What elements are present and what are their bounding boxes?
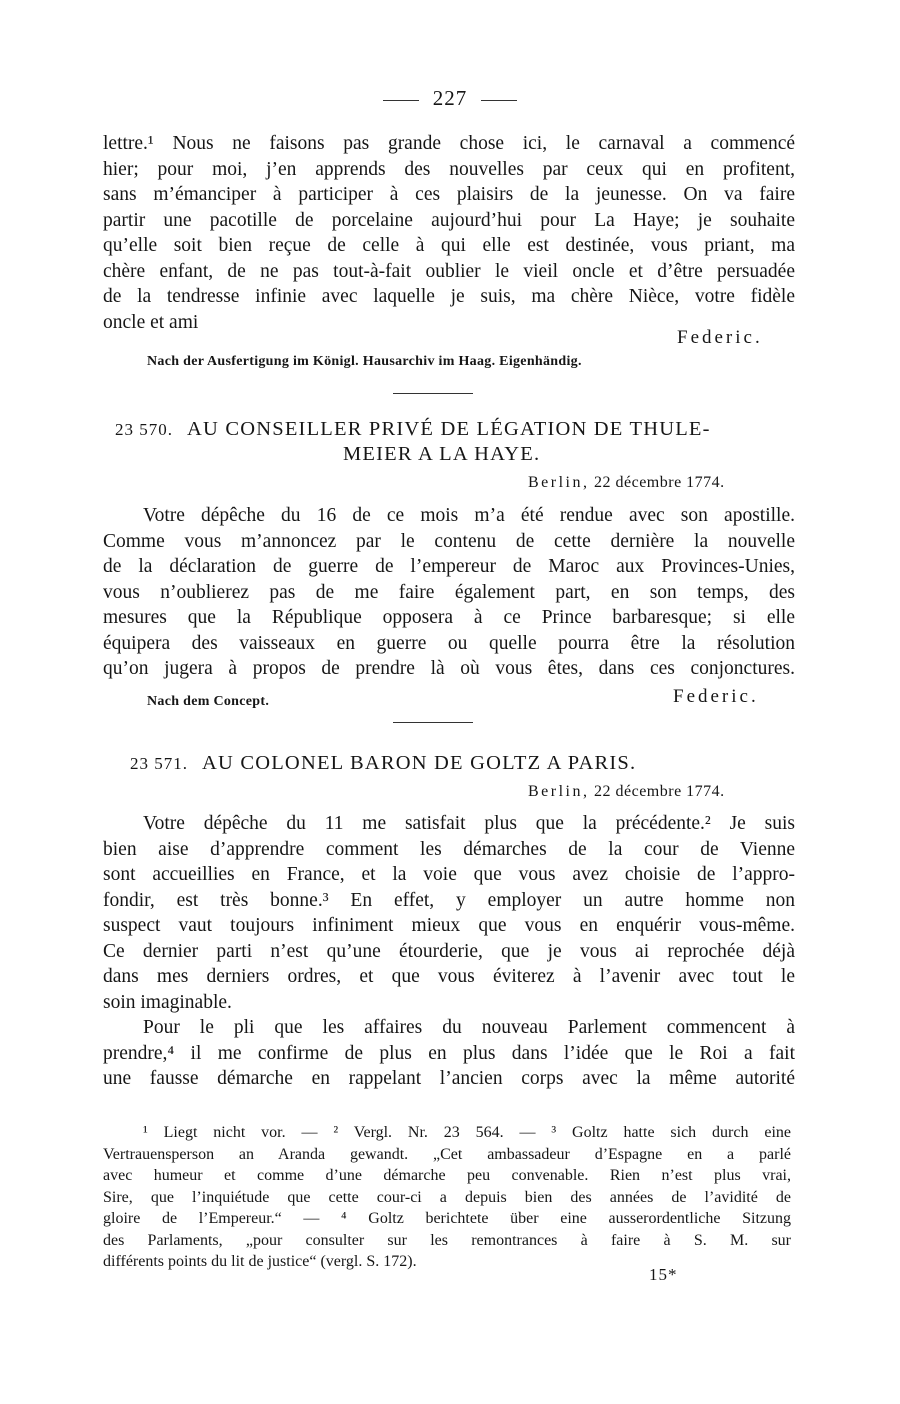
text-line: Comme vous m’annoncez par le contenu de cette dernière la nouvelle [103, 530, 795, 552]
source-note: Nach der Ausfertigung im Königl. Hausarchiv im Haag. Eigenhändig. [147, 354, 582, 369]
text-line: partir une pacotille de porcelaine aujourd’hui pour La Haye; je souhaite [103, 209, 795, 231]
dateline-date: 22 décembre 1774. [594, 783, 725, 800]
text-line: sans m’émanciper à participer à ces plaisirs de la jeunesse. On va faire [103, 184, 795, 205]
previous-letter-text [103, 131, 795, 335]
letter-body [103, 811, 795, 1092]
text-line: chère enfant, de ne pas tout-à-fait oublier le vieil oncle et d’être persuadée [103, 260, 795, 282]
text-line: de la déclaration de guerre de l’empereur de Maroc aux Provinces-Unies, [103, 556, 795, 577]
text-line: mesures que la République opposera à ce Prince barbaresque; si elle [103, 607, 795, 628]
header-dash-right [481, 100, 517, 101]
text-line: prendre,⁴ il me confirme de plus en plus dans l’idée que le Roi a fait [103, 1042, 795, 1064]
signature: Federic. [677, 327, 763, 348]
text-line: de la tendresse infinie avec laquelle je suis, ma chère Nièce, votre fidèle [103, 286, 795, 307]
text-line: hier; pour moi, j’en apprends des nouvelles par ceux qui en profitent, [103, 158, 795, 180]
text-line: qu’elle soit bien reçue de celle à qui elle est destinée, vous priant, ma [103, 235, 795, 256]
text-line: bien aise d’apprendre comment les démarches de la cour de Vienne [103, 838, 795, 860]
letter-number: 23 571. [130, 754, 188, 773]
text-line: équipera des vaisseaux en guerre ou quelle pourra être la résolution [103, 632, 795, 654]
letter-heading [130, 752, 636, 775]
letter-heading [115, 418, 711, 441]
text-line: oncle et ami [103, 311, 199, 333]
dateline [528, 474, 725, 492]
letter-title-continued: MEIER A LA HAYE. [343, 443, 541, 465]
sheet-signature-mark: 15* [649, 1265, 678, 1284]
footnotes [103, 1122, 791, 1273]
footnote-line: Sire, que l’inquiétude que cette cour-ci a depuis bien des années de l’avidité de [103, 1188, 791, 1206]
footnote-line: avec humeur et comme d’une démarche peu convenable. Rien n’est plus vrai, [103, 1167, 791, 1184]
text-line: Ce dernier parti n’est qu’une étourderie, que je vous ai reprochée déjà [103, 940, 795, 962]
signature: Federic. [673, 686, 759, 707]
footnote-line: ¹ Liegt nicht vor. — ² Vergl. Nr. 23 564. — ³ Goltz hatte sich durch eine [143, 1124, 791, 1141]
page-header [0, 86, 900, 111]
dateline-date: 22 décembre 1774. [594, 474, 725, 491]
footnote-line: gloire de l’Empereur.“ — ⁴ Goltz berichtete über eine ausserordentliche Sitzung [103, 1210, 791, 1227]
text-line: qu’on jugera à propos de prendre là où vous êtes, dans ces conjonctures. [103, 658, 795, 679]
footnote-line: des Parlaments, „pour consulter sur les remontrances à faire à S. M. sur [103, 1231, 791, 1249]
text-line: lettre.¹ Nous ne faisons pas grande chose ici, le carnaval a commencé [103, 133, 795, 154]
dateline-place: Berlin, [528, 783, 590, 800]
section-divider [393, 722, 473, 723]
letter-title: AU COLONEL BARON DE GOLTZ A PARIS. [202, 752, 637, 774]
text-line: sont accueillies en France, et la voie que vous avez choisie de l’appro- [103, 864, 795, 885]
section-divider [393, 393, 473, 394]
text-line: une fausse démarche en rappelant l’ancien corps avec la même autorité [103, 1068, 795, 1089]
letter-title: AU CONSEILLER PRIVÉ DE LÉGATION DE THULE- [187, 418, 711, 440]
text-line: vous n’oublierez pas de me faire également part, en son temps, des [103, 581, 795, 603]
dateline-place: Berlin, [528, 474, 590, 491]
text-line: Votre dépêche du 11 me satisfait plus que la précédente.² Je suis [143, 813, 795, 834]
text-line: fondir, est très bonne.³ En effet, y employer un autre homme non [103, 889, 795, 911]
footnote-line: Vertrauensperson an Aranda gewandt. „Cet ambassadeur d’Espagne en a parlé [103, 1145, 791, 1163]
letter-body [103, 503, 795, 682]
text-line: suspect vaut toujours infiniment mieux que vous en enquérir vous-même. [103, 915, 795, 936]
footnote-line: différents points du lit de justice“ (vergl. S. 172). [103, 1253, 417, 1270]
dateline [528, 783, 725, 801]
source-note: Nach dem Concept. [147, 694, 270, 709]
text-line: dans mes derniers ordres, et que vous éviterez à l’avenir avec tout le [103, 966, 795, 987]
text-line: Votre dépêche du 16 de ce mois m’a été rendue avec son apostille. [143, 505, 795, 526]
page-number: 227 [432, 86, 468, 110]
letter-number: 23 570. [115, 420, 173, 439]
header-dash-left [383, 100, 419, 101]
text-line: soin imaginable. [103, 991, 232, 1013]
text-line: Pour le pli que les affaires du nouveau Parlement commencent à [143, 1017, 795, 1038]
